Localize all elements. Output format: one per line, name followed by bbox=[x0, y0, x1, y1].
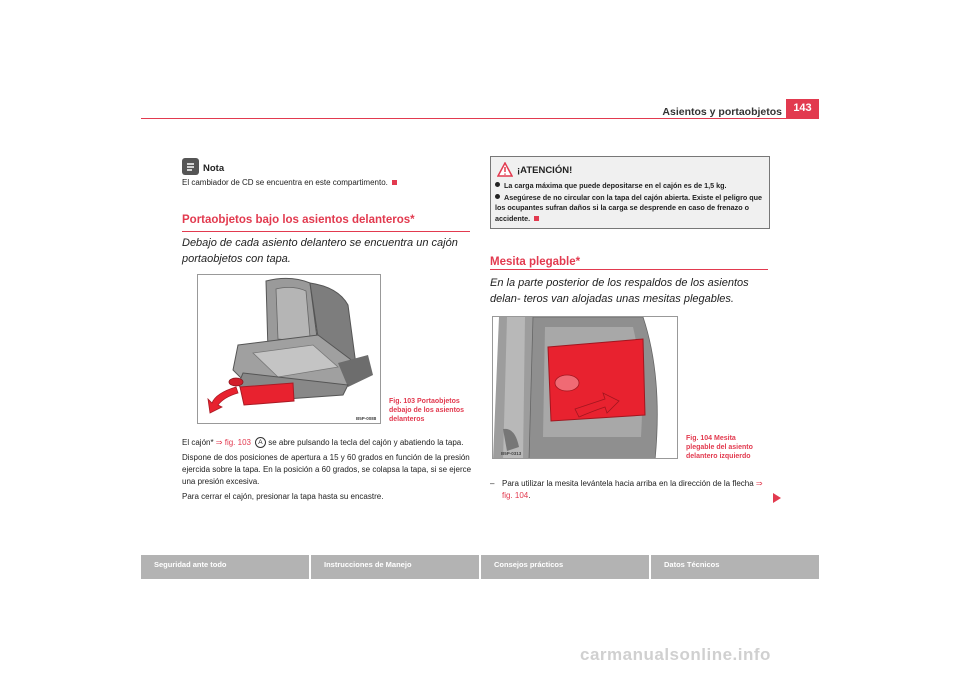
end-of-section-mark bbox=[534, 216, 539, 221]
figure-104-folding-table bbox=[492, 316, 678, 459]
running-header-title: Asientos y portaobjetos bbox=[662, 106, 782, 118]
figure-103-link[interactable]: ⇒ fig. 103 bbox=[215, 438, 251, 447]
figure-103-caption: Fig. 103 Portaobjetos debajo de los asientos delanteros bbox=[389, 398, 465, 423]
note-icon bbox=[182, 158, 199, 175]
instruction-step bbox=[490, 478, 770, 502]
bullet bbox=[495, 182, 500, 187]
section-title-mesita: Mesita plegable* bbox=[490, 256, 581, 268]
figure-code: B5P-0313 bbox=[501, 451, 522, 456]
paragraph-drawer-open: El cajón* ⇒ fig. 103 A se abre pulsando la tecla del cajón y abatiendo la tapa. bbox=[182, 438, 464, 447]
section-title-portaobjetos: Portaobjetos bajo los asientos delanteros* bbox=[182, 214, 415, 226]
warning-item: La carga máxima que puede depositarse en el cajón es de 1,5 kg. bbox=[495, 181, 767, 192]
section-rule bbox=[490, 269, 768, 270]
paragraph-positions: Dispone de dos posiciones de apertura a 15 y 60 grados en función de la presión ejercida sobre la tapa. En la posición a 60 grados, se colapsa la tapa, si se ejerce una presión excesiva. bbox=[182, 453, 472, 486]
figure-code: B5P-0088 bbox=[356, 416, 377, 421]
paragraph-close: Para cerrar el cajón, presionar la tapa hasta su encastre. bbox=[182, 492, 384, 501]
seat-drawer-illustration bbox=[198, 275, 381, 424]
bullet bbox=[495, 194, 500, 199]
section2-intro: En la parte posterior de los respaldos de los asientos delan- teros van alojadas unas mesitas plegables. bbox=[490, 277, 749, 305]
page-number: 143 bbox=[786, 99, 819, 118]
footer-nav bbox=[141, 555, 819, 579]
warning-title: ¡ATENCIÓN! bbox=[517, 165, 573, 176]
end-of-section-mark bbox=[392, 180, 397, 185]
folding-table-illustration bbox=[493, 317, 678, 459]
footer-tab-instrucciones[interactable]: Instrucciones de Manejo bbox=[311, 555, 479, 579]
watermark: carmanualsonline.info bbox=[580, 645, 771, 664]
footer-tab-seguridad[interactable]: Seguridad ante todo bbox=[141, 555, 309, 579]
warning-item: Asegúrese de no circular con la tapa del cajón abierta. Existe el peligro que los ocupantes sufran daños si la carga se desprende en caso de frenazo o accidente. bbox=[495, 192, 763, 223]
step-dash: – bbox=[490, 479, 495, 488]
note-title: Nota bbox=[203, 163, 225, 174]
footer-tab-consejos[interactable]: Consejos prácticos bbox=[481, 555, 649, 579]
section-intro: Debajo de cada asiento delantero se encuentra un cajón portaobjetos con tapa. bbox=[182, 237, 458, 265]
footer-tab-datos[interactable]: Datos Técnicos bbox=[651, 555, 819, 579]
figure-104-link[interactable]: ⇒ fig. 104 bbox=[502, 479, 763, 500]
section1-body bbox=[182, 437, 472, 506]
figure-103-seat-drawer bbox=[197, 274, 381, 424]
header-rule bbox=[141, 118, 819, 119]
figure-104-caption: Fig. 104 Mesita plegable del asiento delantero izquierdo bbox=[686, 435, 753, 460]
note-text: El cambiador de CD se encuentra en este compartimento. bbox=[182, 178, 472, 187]
warning-list bbox=[495, 181, 767, 225]
warning-box bbox=[490, 156, 770, 229]
section-rule bbox=[182, 231, 470, 232]
continue-arrow-icon bbox=[773, 493, 781, 503]
warning-triangle-icon bbox=[497, 162, 513, 177]
step-text: Para utilizar la mesita levántela hacia arriba en la dirección de la flecha ⇒ fig. 104. bbox=[502, 479, 763, 500]
callout-marker-a: A bbox=[255, 437, 266, 448]
